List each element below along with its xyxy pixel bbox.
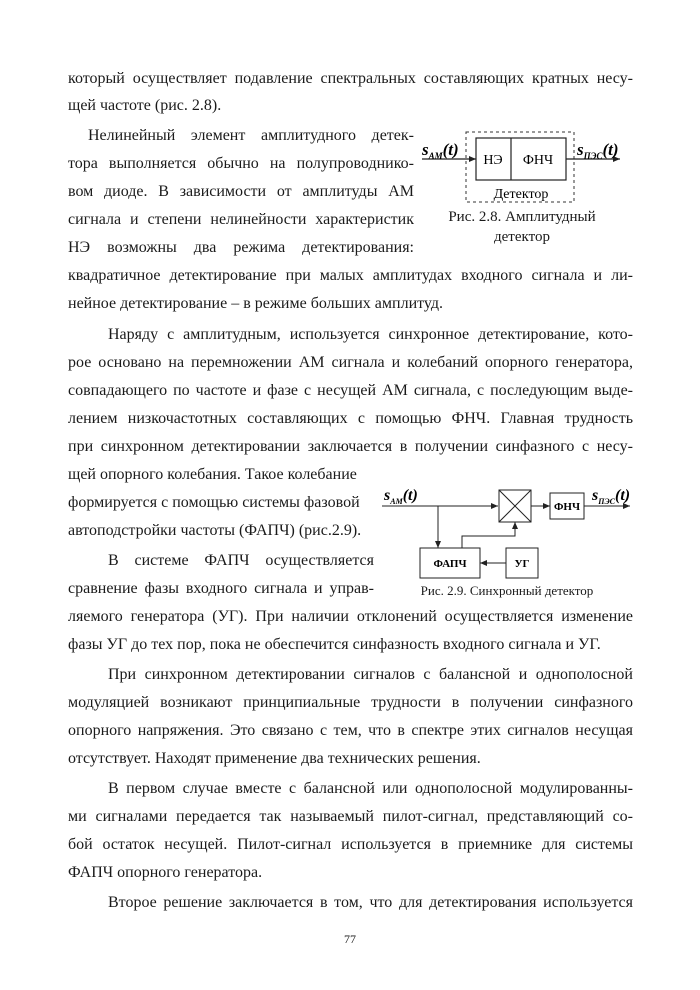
arrow-icon	[543, 503, 550, 509]
fapch-block-label: ФАПЧ	[433, 558, 467, 570]
figure-caption: Рис. 2.9. Синхронный детектор	[420, 583, 594, 598]
text-line: Второе решение заключается в том, что для детектирования используется	[108, 894, 633, 911]
text-line: нейное детектирование – в режиме больших амплитуд.	[68, 295, 444, 312]
page-number: 77	[344, 932, 356, 946]
text-line: сигнала и степени нелинейности характеристик	[68, 211, 414, 228]
fapch-to-multiplier-line	[462, 522, 515, 548]
text-line: фазы УГ до тех пор, пока не обеспечится синфазность входного сигнала и УГ.	[68, 636, 601, 653]
text-line: формируется с помощью системы фазовой	[68, 494, 360, 511]
fnch-block-label: ФНЧ	[553, 501, 581, 513]
text-line: автоподстройки частоты (ФАПЧ) (рис.2.9).	[68, 522, 362, 539]
text-line: ФАПЧ опорного генератора.	[68, 864, 263, 881]
text-line: тора выполняется обычно на полупроводнико-	[68, 155, 414, 172]
fig29-output-label: $s_{ПЭС}(t)$	[592, 487, 631, 506]
text-line: ми сигналами передается так называемый пилот-сигнал, представляющий со-	[68, 808, 633, 825]
text-line: совпадающего по частоте и фазе с несущей АМ сигнала, с последующим выде-	[68, 382, 633, 399]
text-line: При синхронном детектировании сигналов с балансной и однополосной	[108, 666, 633, 683]
text-line: бой остаток несущей. Пилот-сигнал используется в приемнике для системы	[68, 836, 633, 853]
arrow-icon	[512, 522, 518, 529]
text-line: опорного напряжения. Это связано с тем, что в спектре этих сигналов несущая	[68, 722, 633, 739]
text-line: щей опорного колебания. Такое колебание	[68, 466, 357, 483]
text-line: щей частоте (рис. 2.8).	[68, 97, 222, 114]
figure-amplitude-detector	[420, 128, 632, 208]
text-line: В системе ФАПЧ осуществляется	[108, 552, 374, 569]
detector-label: Детектор	[493, 187, 549, 202]
fig28-output-label: $s_{ПЭС}(t)$	[577, 140, 619, 161]
input-arrow-icon	[491, 503, 498, 509]
text-line: ляемого генератора (УГ). При наличии отклонений осуществляется изменение	[68, 608, 633, 625]
text-line: при синхронном детектировании заключается в получении синфазного с несу-	[68, 438, 633, 455]
figure-caption: Рис. 2.8. Амплитудный	[448, 209, 596, 225]
text-line: Нелинейный элемент амплитудного детек-	[88, 127, 414, 144]
ne-block-label: НЭ	[483, 153, 503, 168]
figure-caption: детектор	[494, 229, 550, 245]
text-line: который осуществляет подавление спектральных составляющих кратных несу-	[68, 70, 633, 87]
text-line: НЭ возможны два режима детектирования:	[68, 239, 414, 256]
text-line: рое основано на перемножении АМ сигнала и колебаний опорного генератора,	[68, 354, 633, 371]
text-line: лением низкочастотных составляющих с помощью ФНЧ. Главная трудность	[68, 410, 633, 427]
text-line: В первом случае вместе с балансной или однополосной модулированны-	[108, 780, 633, 797]
fnch-block-label: ФНЧ	[522, 153, 554, 168]
text-line: квадратичное детектирование при малых амплитудах входного сигнала и ли-	[68, 267, 633, 284]
input-arrow-icon	[469, 156, 476, 162]
arrow-icon	[435, 541, 441, 548]
arrow-icon	[480, 560, 487, 566]
text-line: модуляцией возникают принципиальные трудности в получении синфазного	[68, 694, 633, 711]
text-line: сравнение фазы входного сигнала и управ-	[68, 580, 374, 597]
fig28-input-label: $s_{АМ}(t)$	[422, 140, 459, 161]
text-line: Наряду с амплитудным, используется синхронное детектирование, кото-	[108, 326, 633, 343]
figure-synchronous-detector	[380, 478, 632, 580]
text-line: отсутствует. Находят применение два технических решения.	[68, 750, 481, 767]
text-line: вом диоде. В зависимости от амплитуды АМ	[68, 183, 414, 200]
fig29-input-label: $s_{АМ}(t)$	[384, 487, 418, 506]
ug-block-label: УГ	[514, 558, 530, 570]
